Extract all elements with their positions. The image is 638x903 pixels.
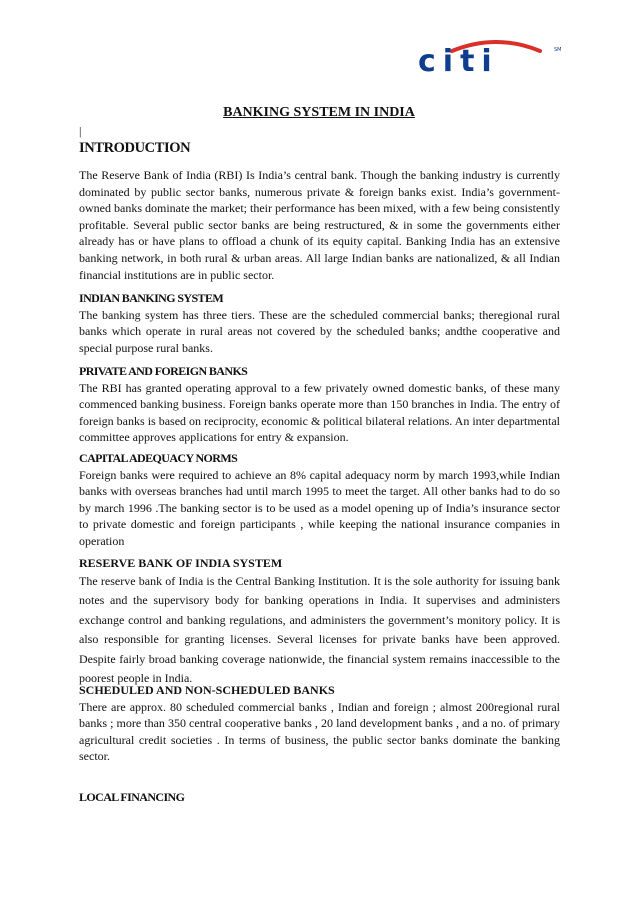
private-foreign-banks-section bbox=[79, 363, 560, 446]
section-paragraph: The RBI has granted operating approval to a few privately owned domestic banks, of these many commenced banking business. Foreign banks operate more than 150 branches in India. The entry of foreign banks is based on reciprocity, economic & political bilateral relations. An inter departmental committee approves applications for entry & expansion. bbox=[79, 380, 560, 445]
section-heading: PRIVATE AND FOREIGN BANKS bbox=[79, 364, 248, 378]
section-heading: LOCAL FINANCING bbox=[79, 790, 185, 804]
section-heading: RESERVE BANK OF INDIA SYSTEM bbox=[79, 556, 283, 570]
local-financing-section bbox=[79, 789, 560, 806]
citi-logo bbox=[418, 40, 568, 72]
document-title: BANKING SYSTEM IN INDIA bbox=[223, 105, 415, 120]
logo-wordmark: citi bbox=[418, 44, 499, 72]
introduction-section bbox=[79, 167, 560, 283]
section-paragraph: There are approx. 80 scheduled commercial banks , Indian and foreign ; almost 200regional rural banks ; more than 350 central cooperative banks , 20 land development banks , and a no. of primary agricultural credit societies . In terms of business, the public sector banks dominate the banking sector. bbox=[79, 699, 560, 764]
indian-banking-system-section bbox=[79, 290, 560, 356]
introduction-paragraph: The Reserve Bank of India (RBI) Is India’s central bank. Though the banking industry is currently dominated by public sector banks, numerous private & foreign banks exist. India’s government-owned banks dominate the market; their performance has been mixed, with a few being consistently profitable. Several public sector banks are being restructured, & in some the governments either already has or have plans to offload a chunk of its equity capital. Banking India has an extensive banking network, in both rural & urban areas. All large Indian banks are nationalized, & all Indian financial institutions are in public sector. bbox=[79, 168, 560, 282]
section-paragraph: The reserve bank of India is the Central Banking Institution. It is the sole authority for issuing bank notes and the supervisory body for banking operations in India. It supervises and administers exchange control and banking regulations, and administers the government’s monitory policy. It is also responsible for granting licenses. Several licenses for private banks have been approved. Despite fairly broad banking coverage nationwide, the financial system remains inaccessible to the poorest people in India. bbox=[79, 573, 560, 685]
scheduled-banks-section bbox=[79, 682, 560, 765]
reserve-bank-section bbox=[79, 555, 560, 689]
section-heading: INDIAN BANKING SYSTEM bbox=[79, 291, 224, 305]
text-cursor: | bbox=[79, 124, 82, 138]
capital-adequacy-section bbox=[79, 450, 560, 549]
section-paragraph: The banking system has three tiers. These are the scheduled commercial banks; theregional rural banks which operate in rural areas not covered by the scheduled banks; andthe cooperative and special purpose rural banks. bbox=[79, 307, 560, 355]
introduction-heading: INTRODUCTION bbox=[79, 140, 191, 156]
section-paragraph: Foreign banks were required to achieve an 8% capital adequacy norm by march 1993,while Indian banks with overseas branches had until march 1995 to meet the target. All other banks had to do so by march 1996 .The banking sector is to be used as a model opening up of India’s insurance sector to private domestic and foreign participants , while keeping the national insurance companies in operation bbox=[79, 467, 560, 548]
section-heading: CAPITAL ADEQUACY NORMS bbox=[79, 451, 238, 465]
logo-service-mark: SM bbox=[554, 47, 562, 53]
section-heading: SCHEDULED AND NON-SCHEDULED BANKS bbox=[79, 683, 335, 697]
